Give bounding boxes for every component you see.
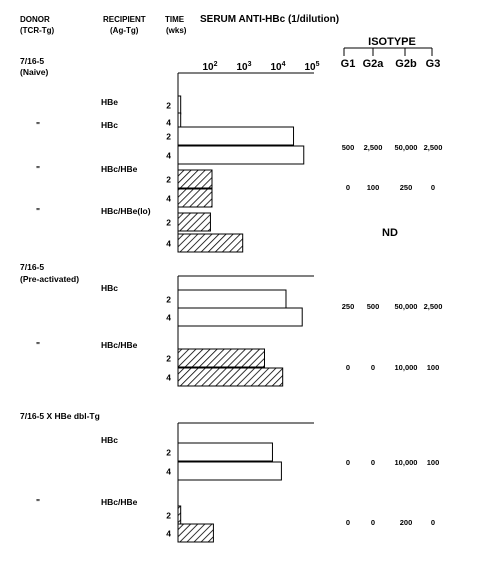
recipient-label: HBc/HBe(lo) bbox=[101, 206, 151, 216]
isotype-bracket bbox=[344, 48, 432, 56]
x-axis-ticks bbox=[202, 61, 319, 73]
ditto-mark: " bbox=[36, 340, 41, 350]
panel-3 bbox=[20, 411, 439, 542]
isotype-value: 100 bbox=[426, 458, 440, 467]
isotype-value: 0 bbox=[370, 363, 376, 372]
isotype-value: 0 bbox=[345, 518, 351, 527]
recipient-header: RECIPIENT bbox=[103, 15, 146, 24]
isotype-value: 2,500 bbox=[423, 302, 443, 311]
bar-open-week-4 bbox=[178, 146, 304, 164]
isotype-value: 500 bbox=[341, 143, 355, 152]
week-label: 4 bbox=[166, 372, 171, 383]
isotype-col-g2a: G2a bbox=[362, 58, 384, 70]
panel-2 bbox=[20, 262, 442, 386]
bar-hatched-week-2 bbox=[178, 349, 264, 367]
isotype-value: 50,000 bbox=[394, 302, 418, 311]
panels bbox=[20, 56, 442, 542]
bar-open-week-4 bbox=[178, 308, 302, 326]
bar-hatched-week-2 bbox=[178, 506, 181, 524]
ditto-mark: " bbox=[36, 206, 41, 216]
week-label: 2 bbox=[166, 131, 171, 142]
donor-label: 7/16-5 X HBe dbl-Tg bbox=[20, 411, 100, 421]
week-label: 2 bbox=[166, 510, 171, 521]
isotype-value: 0 bbox=[345, 458, 351, 467]
week-label: 4 bbox=[166, 466, 171, 477]
isotype-col-g2b: G2b bbox=[395, 58, 417, 70]
isotype-value: 0 bbox=[370, 518, 376, 527]
ditto-mark: " bbox=[36, 120, 41, 130]
isotype-value: 0 bbox=[430, 518, 436, 527]
week-label: 2 bbox=[166, 294, 171, 305]
recipient-label: HBc bbox=[101, 435, 119, 445]
week-label: 2 bbox=[166, 447, 171, 458]
isotype-col-g3: G3 bbox=[425, 58, 441, 70]
bar-hatched-week-4 bbox=[178, 524, 213, 542]
panel-1 bbox=[20, 56, 442, 252]
week-label: 2 bbox=[166, 217, 171, 228]
week-label: 4 bbox=[166, 193, 171, 204]
week-label: 4 bbox=[166, 528, 171, 539]
tick-label-1e3: $10^3$ bbox=[236, 61, 252, 73]
bar-open-week-2 bbox=[178, 290, 286, 308]
bar-hatched-week-4 bbox=[178, 234, 243, 252]
recipient-subheader: (Ag-Tg) bbox=[110, 26, 139, 35]
bar-open-week-2 bbox=[178, 127, 294, 145]
isotype-value: 50,000 bbox=[394, 143, 418, 152]
tick-label-1e4: $10^4$ bbox=[270, 61, 286, 73]
isotype-value: 0 bbox=[430, 183, 436, 192]
bar-open-week-2 bbox=[178, 443, 272, 461]
isotype-columns bbox=[341, 58, 441, 70]
isotype-value: 10,000 bbox=[394, 363, 418, 372]
isotype-header: ISOTYPE bbox=[368, 36, 416, 48]
week-label: 4 bbox=[166, 117, 171, 128]
isotype-value: 2,500 bbox=[423, 143, 443, 152]
bar-open-week-4 bbox=[178, 462, 281, 480]
bar-hatched-week-4 bbox=[178, 189, 212, 207]
donor-label: 7/16-5 bbox=[20, 262, 45, 272]
recipient-label: HBe bbox=[101, 97, 119, 107]
recipient-label: HBc/HBe bbox=[101, 164, 138, 174]
tick-label-1e2: $10^2$ bbox=[202, 61, 218, 73]
isotype-value: 0 bbox=[370, 458, 376, 467]
isotype-value: 100 bbox=[426, 363, 440, 372]
donor-label: (Pre-activated) bbox=[20, 274, 80, 284]
isotype-value: 2,500 bbox=[363, 143, 383, 152]
ditto-mark: " bbox=[36, 164, 41, 174]
isotype-value: 100 bbox=[366, 183, 380, 192]
isotype-col-g1: G1 bbox=[340, 58, 356, 70]
bar-hatched-week-2 bbox=[178, 213, 210, 231]
isotype-value: 250 bbox=[341, 302, 355, 311]
isotype-value: 250 bbox=[399, 183, 413, 192]
tick-label-1e5: $10^5$ bbox=[304, 61, 320, 73]
week-label: 2 bbox=[166, 100, 171, 111]
week-label: 2 bbox=[166, 353, 171, 364]
isotype-value: 10,000 bbox=[394, 458, 418, 467]
time-subheader: (wks) bbox=[166, 26, 187, 35]
week-label: 4 bbox=[166, 312, 171, 323]
bar-open-week-2 bbox=[178, 96, 181, 114]
donor-label: 7/16-5 bbox=[20, 56, 45, 66]
time-header: TIME bbox=[165, 15, 185, 24]
ditto-mark: " bbox=[36, 497, 41, 507]
recipient-label: HBc/HBe bbox=[101, 340, 138, 350]
bar-hatched-week-2 bbox=[178, 170, 212, 188]
week-label: 4 bbox=[166, 150, 171, 161]
isotype-value: 500 bbox=[366, 302, 380, 311]
donor-label: (Naive) bbox=[20, 67, 49, 77]
recipient-label: HBc bbox=[101, 120, 119, 130]
recipient-label: HBc bbox=[101, 283, 119, 293]
week-label: 4 bbox=[166, 238, 171, 249]
isotype-value: 200 bbox=[399, 518, 413, 527]
week-label: 2 bbox=[166, 174, 171, 185]
not-determined-label: ND bbox=[382, 227, 398, 239]
isotype-value: 0 bbox=[345, 183, 351, 192]
recipient-label: HBc/HBe bbox=[101, 497, 138, 507]
chart-title: SERUM ANTI-HBc (1/dilution) bbox=[200, 14, 340, 25]
donor-subheader: (TCR-Tg) bbox=[20, 26, 55, 35]
bar-hatched-week-4 bbox=[178, 368, 283, 386]
donor-header: DONOR bbox=[20, 15, 50, 24]
isotype-value: 0 bbox=[345, 363, 351, 372]
